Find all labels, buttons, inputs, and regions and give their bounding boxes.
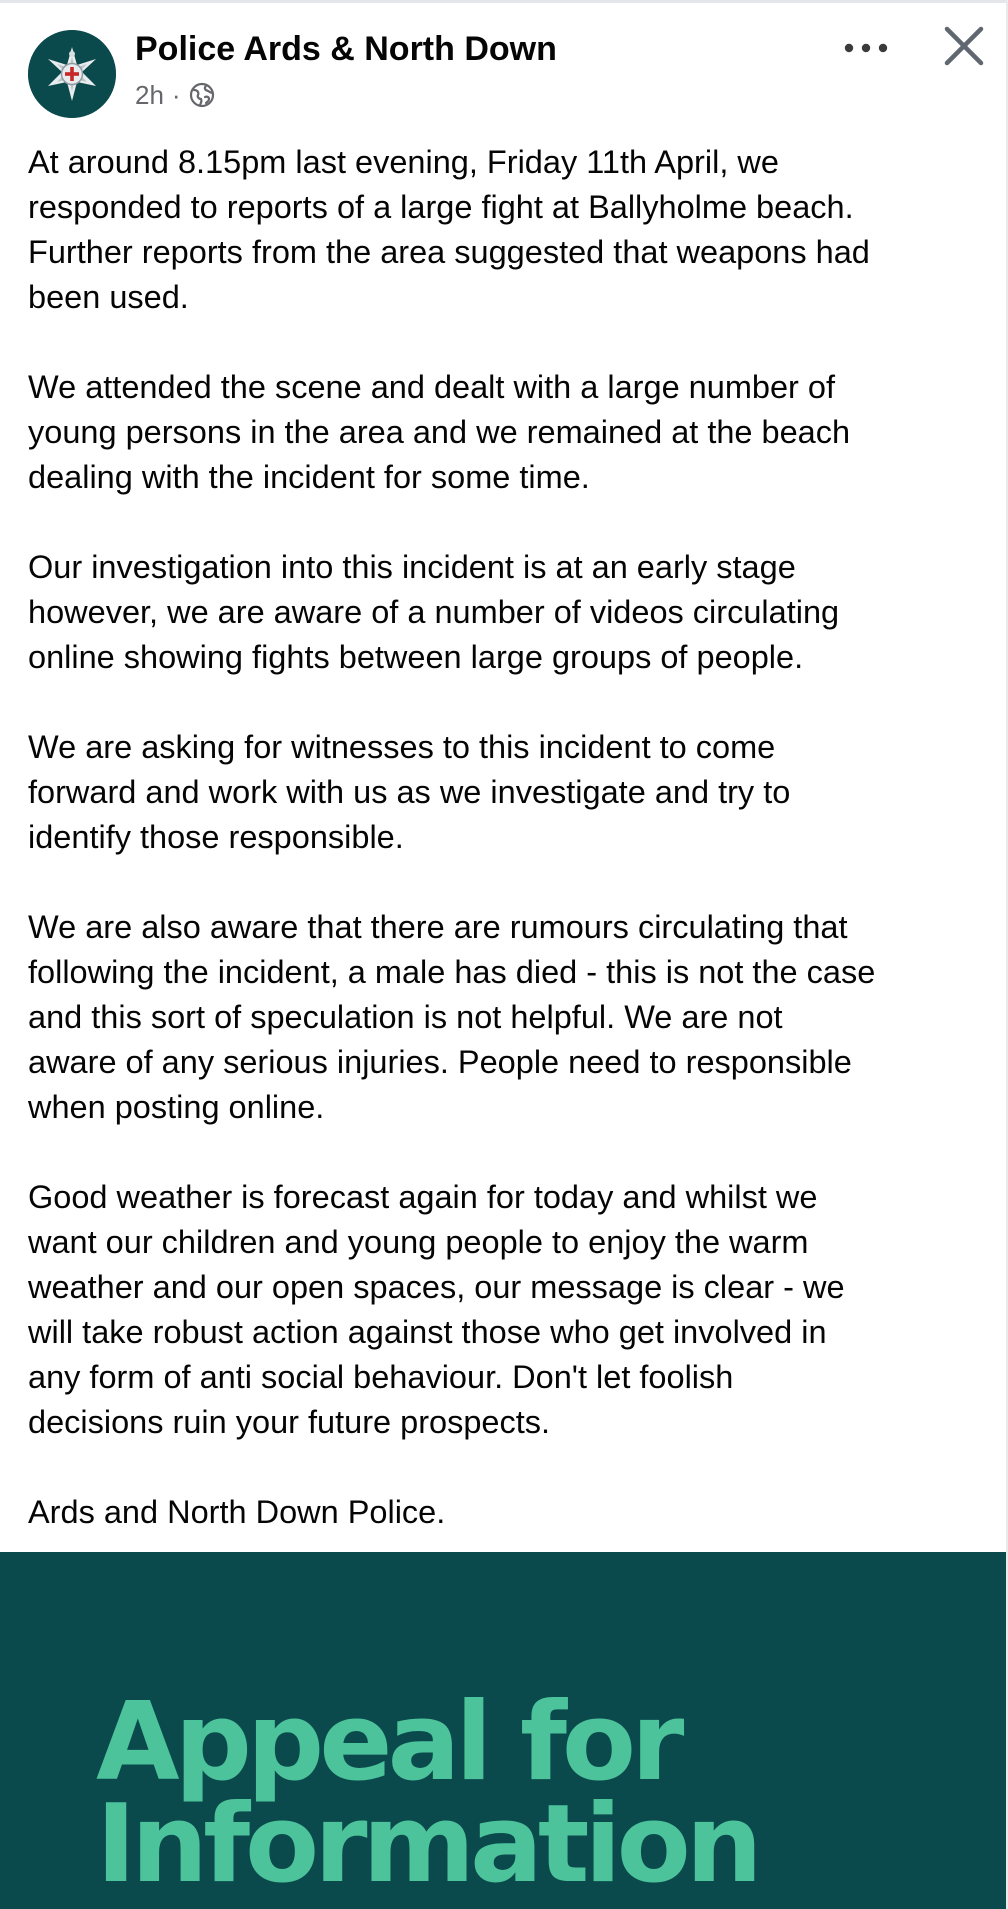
globe-icon: [189, 82, 215, 108]
appeal-title: Appeal for Information: [96, 1680, 758, 1907]
more-options-button[interactable]: [838, 28, 894, 68]
post-paragraph: We are asking for witnesses to this incident to come forward and work with us as we investigate and try to identify those responsible.: [28, 729, 791, 855]
more-options-icon: [843, 42, 889, 54]
post-timestamp[interactable]: 2h: [135, 79, 164, 110]
post-paragraph: We attended the scene and dealt with a large number of young persons in the area and we remained at the beach dealing with the incident for some time.: [28, 369, 851, 495]
meta-separator: ·: [171, 79, 181, 110]
close-icon: [943, 25, 985, 67]
post-header: [0, 0, 1008, 128]
post-meta: [135, 78, 215, 112]
post-image[interactable]: [0, 1552, 1006, 1909]
avatar[interactable]: [28, 30, 116, 118]
post-paragraph: Good weather is forecast again for today and whilst we want our children and young people to enjoy the warm weather and our open spaces, our message is clear - we will take robust action against those who get involved in any form of anti social behaviour. Don't let foolish decisions ruin your future prospects.: [28, 1179, 845, 1440]
post-signature: Ards and North Down Police.: [28, 1494, 446, 1530]
page-name[interactable]: Police Ards & North Down: [135, 30, 557, 68]
post-paragraph: Our investigation into this incident is at an early stage however, we are aware of a number of videos circulating online showing fights between large groups of people.: [28, 549, 840, 675]
post-text: [28, 140, 988, 1535]
post-paragraph: We are also aware that there are rumours circulating that following the incident, a male has died - this is not the case and this sort of speculation is not helpful. We are not aware of any serious injuries. People need to responsible when posting online.: [28, 909, 876, 1125]
post-paragraph: At around 8.15pm last evening, Friday 11th April, we responded to reports of a large fight at Ballyholme beach. Further reports from the area suggested that weapons had been used.: [28, 144, 870, 315]
close-button[interactable]: [938, 20, 990, 72]
police-badge-icon: [28, 30, 116, 118]
